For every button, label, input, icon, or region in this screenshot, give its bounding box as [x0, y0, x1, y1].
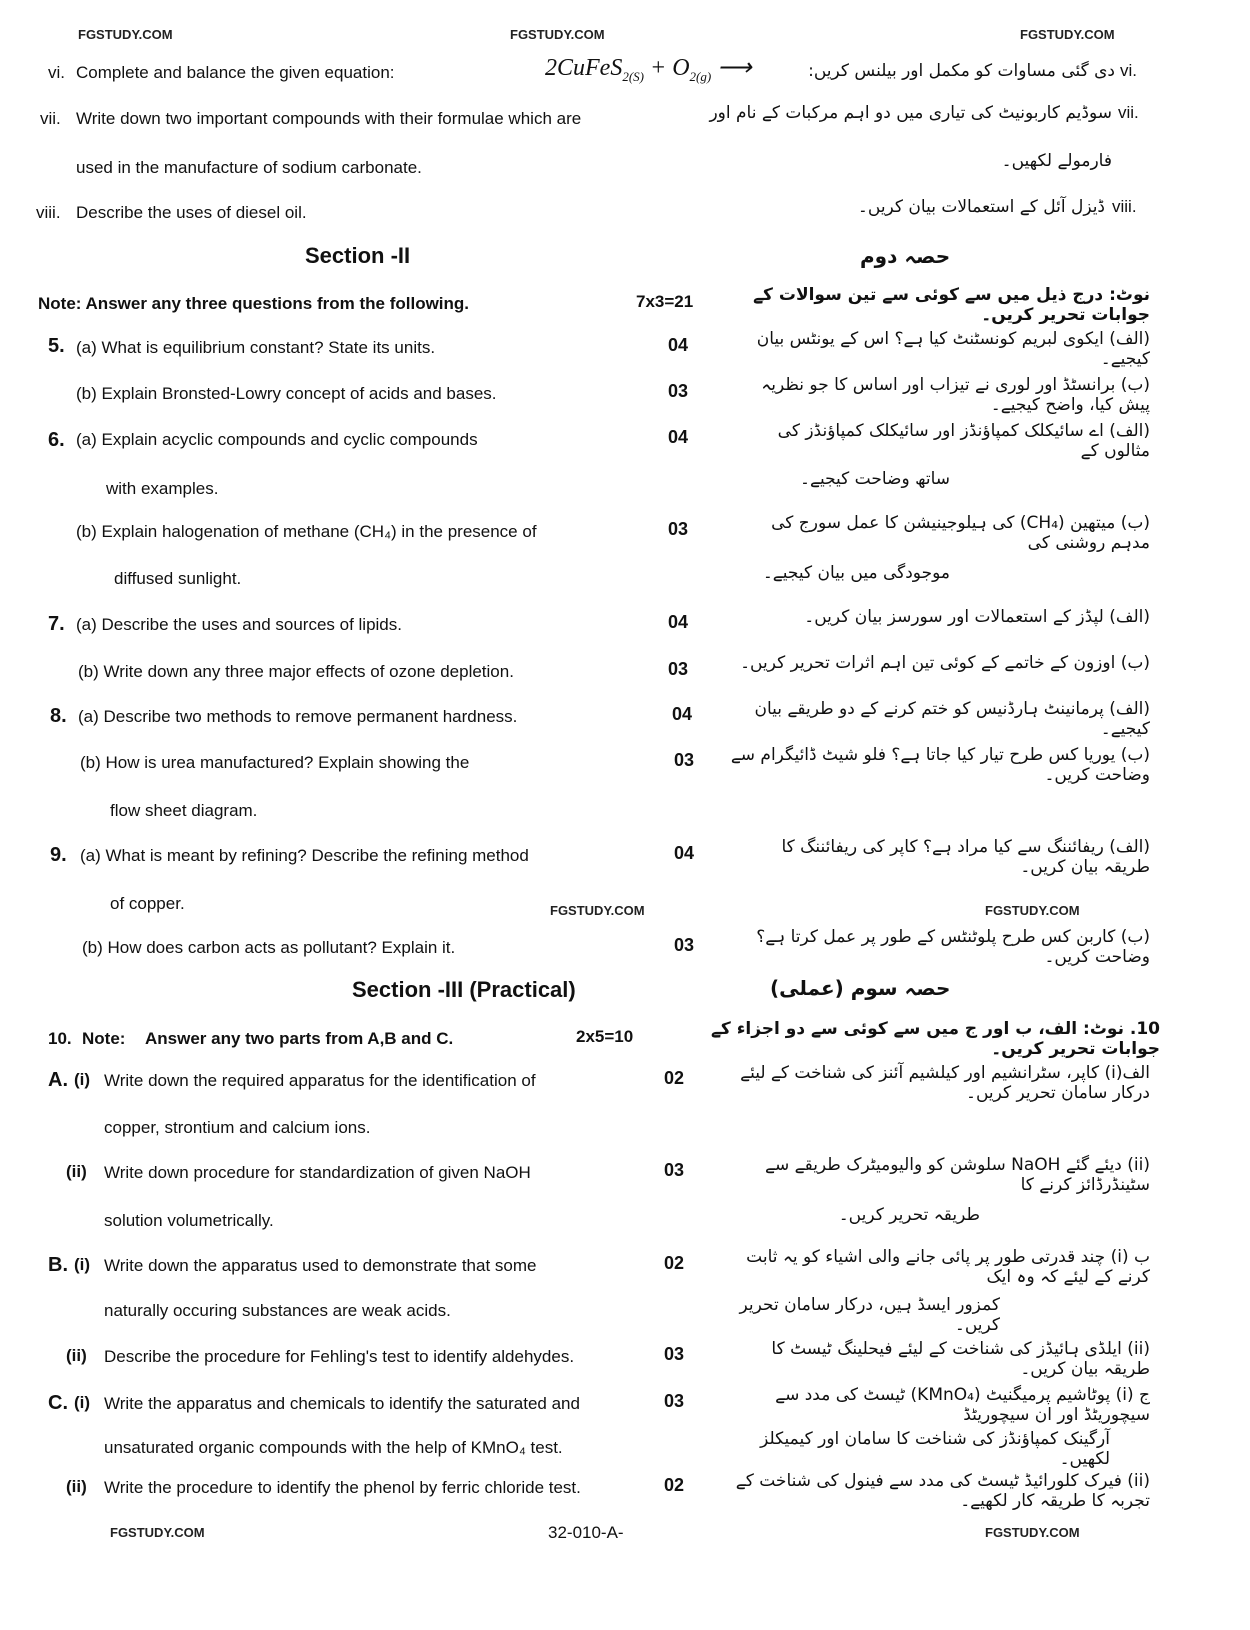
q5b-urdu: (ب) برانسٹڈ اور لوری نے تیزاب اور اساس کا جو نظریہ پیش کیا، واضح کیجیے۔ [761, 375, 1150, 415]
q-vii-urdu-number: vii. [1118, 103, 1139, 122]
q8b-urdu: (ب) یوریا کس طرح تیار کیا جاتا ہے؟ فلو شیٹ ڈائیگرام سے وضاحت کریں۔ [730, 745, 1150, 785]
q8a-marks: 04 [672, 704, 693, 724]
part-b-ii-text: Describe the procedure for Fehling's test to identify aldehydes. [104, 1347, 575, 1366]
section-3-urdu-title: حصہ سوم (عملی) [770, 976, 951, 1000]
q6-number: 6. [48, 429, 65, 451]
q5a-marks: 04 [668, 335, 689, 355]
q8-number: 8. [50, 705, 67, 727]
q6b-text-2: diffused sunlight. [114, 569, 242, 588]
q10-note: Answer any two parts from A,B and C. [145, 1029, 454, 1048]
part-c-ii-marks: 02 [664, 1475, 685, 1495]
q7-number: 7. [48, 613, 65, 635]
paper-code: 32-010-A- [548, 1523, 624, 1542]
part-b-i-urdu-2: کمزور ایسڈ ہیں، درکار سامان تحریر کریں۔ [739, 1295, 1000, 1335]
q9a-text-1: (a) What is meant by refining? Describe the refining method [80, 846, 529, 865]
part-a-i-marks: 02 [664, 1068, 685, 1088]
section-2-marks: 7x3=21 [636, 292, 694, 311]
q-viii-text: Describe the uses of diesel oil. [76, 203, 307, 222]
q-viii-urdu: ڈیزل آئل کے استعمالات بیان کریں۔ [857, 197, 1105, 217]
part-c-i-text-2: unsaturated organic compounds with the help of KMnO₄ test. [104, 1438, 563, 1457]
part-c-i-urdu-1: ج (i) پوٹاشیم پرمیگنیٹ (KMnO₄) ٹیسٹ کی مدد سے سیچوریٹڈ اور ان سیچوریٹڈ [775, 1385, 1150, 1425]
q-vi-text: Complete and balance the given equation: [76, 63, 395, 82]
part-c-ii-label: (ii) [66, 1477, 87, 1496]
part-c-i-marks: 03 [664, 1391, 685, 1411]
eq-lhs: 2CuFeS [545, 55, 623, 81]
part-a-i-label: (i) [74, 1070, 91, 1089]
part-b-ii-marks: 03 [664, 1344, 685, 1364]
q8b-text-2: flow sheet diagram. [110, 801, 258, 820]
q-vii-text-2: used in the manufacture of sodium carbonate. [76, 158, 422, 177]
q8a-text: (a) Describe two methods to remove permanent hardness. [78, 707, 518, 726]
q8b-text-1: (b) How is urea manufactured? Explain showing the [80, 753, 470, 772]
q6a-urdu-2: ساتھ وضاحت کیجیے۔ [800, 469, 950, 489]
q9-number: 9. [50, 844, 67, 866]
q10-urdu-note: 10. نوٹ: الف، ب اور ج میں سے کوئی سے دو اجزاء کے جوابات تحریر کریں۔ [710, 1019, 1160, 1059]
q5-number: 5. [48, 335, 65, 357]
q6b-text-1: (b) Explain halogenation of methane (CH₄) in the presence of [76, 522, 537, 541]
watermark-center: FGSTUDY.COM [510, 27, 605, 42]
q6b-urdu-2: موجودگی میں بیان کیجیے۔ [762, 563, 950, 583]
section-2-title: Section -II [305, 243, 411, 268]
q9b-marks: 03 [674, 935, 695, 955]
eq-plus: + O [650, 55, 690, 81]
q5b-marks: 03 [668, 381, 689, 401]
part-b-label: B. [48, 1254, 68, 1276]
part-b-i-marks: 02 [664, 1253, 685, 1273]
q-vi-urdu-number: vi. [1120, 61, 1137, 80]
q8a-urdu: (الف) پرمانینٹ ہارڈنیس کو ختم کرنے کے دو طریقے بیان کیجیے۔ [754, 699, 1150, 739]
part-a-ii-marks: 03 [664, 1160, 685, 1180]
section-2-urdu-title: حصہ دوم [860, 244, 951, 268]
part-b-i-text-1: Write down the apparatus used to demonstrate that some [104, 1256, 537, 1275]
q9b-urdu: (ب) کاربن کس طرح پلوٹنٹس کے طور پر عمل کرتا ہے؟ وضاحت کریں۔ [756, 927, 1150, 967]
q10-number: 10. [48, 1029, 72, 1048]
part-b-i-text-2: naturally occuring substances are weak acids. [104, 1301, 451, 1320]
q10-marks: 2x5=10 [576, 1027, 634, 1046]
section-3-title: Section -III (Practical) [352, 977, 576, 1002]
q7a-marks: 04 [668, 612, 689, 632]
q-vi-urdu: دی گئی مساوات کو مکمل اور بیلنس کریں: [808, 61, 1115, 81]
q7b-urdu: (ب) اوزون کے خاتمے کے کوئی تین اہم اثرات تحریر کریں۔ [740, 653, 1150, 673]
q9a-text-2: of copper. [110, 894, 185, 913]
part-a-i-text-1: Write down the required apparatus for the identification of [104, 1071, 536, 1090]
eq-sub2: 2(g) [689, 68, 712, 84]
q6a-marks: 04 [668, 427, 689, 447]
watermark-left: FGSTUDY.COM [78, 27, 173, 42]
q7a-urdu: (الف) لپڈز کے استعمالات اور سورسز بیان کریں۔ [804, 607, 1150, 627]
section-2-urdu-note: نوٹ: درج ذیل میں سے کوئی سے تین سوالات کے جوابات تحریر کریں۔ [753, 285, 1150, 325]
part-b-i-label: (i) [74, 1255, 91, 1274]
part-c-ii-urdu: (ii) فیرک کلورائیڈ ٹیسٹ کی مدد سے فینول کی شناخت کے تجربہ کا طریقہ کار لکھیے۔ [735, 1471, 1150, 1511]
q6a-text-1: (a) Explain acyclic compounds and cyclic compounds [76, 430, 478, 449]
part-c-i-label: (i) [74, 1393, 91, 1412]
part-b-ii-label: (ii) [66, 1346, 87, 1365]
part-a-label: A. [48, 1069, 68, 1091]
q9a-urdu: (الف) ریفائننگ سے کیا مراد ہے؟ کاپر کی ریفائننگ کا طریقہ بیان کریں۔ [781, 837, 1150, 877]
part-c-ii-text: Write the procedure to identify the phenol by ferric chloride test. [104, 1478, 581, 1497]
part-a-ii-text-2: solution volumetrically. [104, 1211, 274, 1230]
part-a-i-urdu: الف(i) کاپر، سٹرانشیم اور کیلشیم آئنز کی شناخت کے لیئے درکار سامان تحریر کریں۔ [740, 1063, 1150, 1103]
q9a-marks: 04 [674, 843, 695, 863]
q-viii-number: viii. [36, 203, 61, 222]
part-a-ii-text-1: Write down procedure for standardization of given NaOH [104, 1163, 531, 1182]
part-c-label: C. [48, 1392, 68, 1414]
part-a-ii-label: (ii) [66, 1162, 87, 1181]
q7a-text: (a) Describe the uses and sources of lipids. [76, 615, 402, 634]
q8b-marks: 03 [674, 750, 695, 770]
eq-sub1: 2(S) [622, 68, 644, 84]
q-vii-urdu-2: فارمولے لکھیں۔ [1001, 151, 1112, 171]
q5a-text: (a) What is equilibrium constant? State its units. [76, 338, 436, 357]
watermark-mid-right: FGSTUDY.COM [985, 903, 1080, 918]
part-a-ii-urdu-1: (ii) دیئے گئے NaOH سلوشن کو والیومیٹرک طریقے سے سٹینڈرڈائز کرنے کا [765, 1155, 1150, 1195]
q6b-urdu-1: (ب) میتھین (CH₄) کی ہیلوجینیشن کا عمل سورج کی مدہم روشنی کی [771, 513, 1150, 553]
q9b-text: (b) How does carbon acts as pollutant? Explain it. [82, 938, 456, 957]
q6a-urdu-1: (الف) اے سائیکلک کمپاؤنڈز اور سائیکلک کمپاؤنڈز کی مثالوں کے [777, 421, 1150, 461]
q5a-urdu: (الف) ایکوی لبریم کونسٹنٹ کیا ہے؟ اس کے یونٹس بیان کیجیے۔ [756, 329, 1150, 369]
q6b-marks: 03 [668, 519, 689, 539]
arrow-icon: ⟶ [717, 55, 752, 81]
part-b-i-urdu-1: ب (i) چند قدرتی طور پر پائی جانے والی اشیاء کو یہ ثابت کرنے کے لیئے کہ وہ ایک [746, 1247, 1150, 1287]
equation [545, 56, 752, 83]
part-a-i-text-2: copper, strontium and calcium ions. [104, 1118, 371, 1137]
footer-watermark-right: FGSTUDY.COM [985, 1525, 1080, 1540]
q-vii-text-1: Write down two important compounds with their formulae which are [76, 109, 582, 128]
watermark-right: FGSTUDY.COM [1020, 27, 1115, 42]
q7b-text: (b) Write down any three major effects of ozone depletion. [78, 662, 514, 681]
footer-watermark-left: FGSTUDY.COM [110, 1525, 205, 1540]
part-c-i-urdu-2: آرگینک کمپاؤنڈز کی شناخت کا سامان اور کیمیکلز لکھیں۔ [760, 1429, 1110, 1469]
part-b-ii-urdu: (ii) ایلڈی ہائیڈز کی شناخت کے لیئے فیحلینگ ٹیسٹ کا طریقہ بیان کریں۔ [771, 1339, 1150, 1379]
q10-note-label: Note: [82, 1029, 126, 1048]
q-vii-urdu-1: سوڈیم کاربونیٹ کی تیاری میں دو اہم مرکبات کے نام اور [709, 103, 1112, 123]
q6a-text-2: with examples. [106, 479, 219, 498]
part-c-i-text-1: Write the apparatus and chemicals to identify the saturated and [104, 1394, 580, 1413]
q7b-marks: 03 [668, 659, 689, 679]
q-vi-number: vi. [48, 63, 65, 82]
watermark-mid-left: FGSTUDY.COM [550, 903, 645, 918]
q-vii-number: vii. [40, 109, 61, 128]
part-a-ii-urdu-2: طریقہ تحریر کریں۔ [838, 1205, 980, 1225]
q-viii-urdu-number: viii. [1112, 197, 1137, 216]
section-2-note: Note: Answer any three questions from the following. [38, 294, 470, 313]
q5b-text: (b) Explain Bronsted-Lowry concept of acids and bases. [76, 384, 497, 403]
